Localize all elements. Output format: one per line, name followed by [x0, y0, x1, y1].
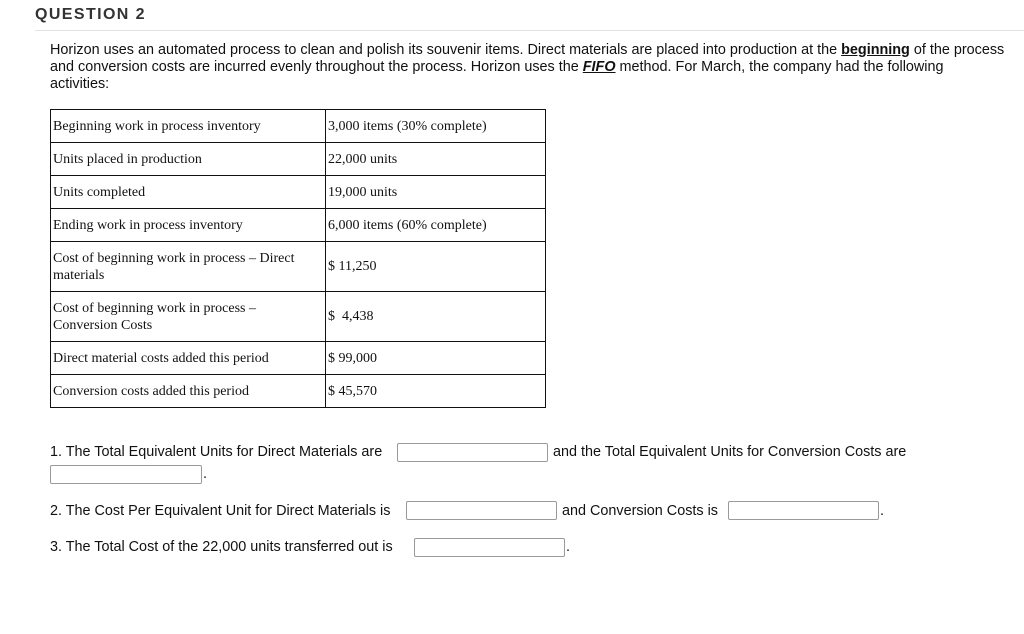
table-cell-value: 3,000 items (30% complete) [326, 110, 546, 143]
question-2-middle: and Conversion Costs is [562, 503, 718, 519]
question-2-period: . [880, 503, 884, 519]
table-row [51, 342, 546, 375]
activity-table [50, 109, 546, 408]
table-cell-value: 19,000 units [326, 176, 546, 209]
table-row [51, 209, 546, 242]
table-cell-label: Units placed in production [51, 143, 326, 176]
question-2-prefix: 2. The Cost Per Equivalent Unit for Direct Materials is [50, 503, 391, 519]
table-cell-label: Conversion costs added this period [51, 375, 326, 408]
table-row [51, 110, 546, 143]
question-3-prefix: 3. The Total Cost of the 22,000 units transferred out is [50, 539, 393, 555]
question-1-period: . [203, 466, 207, 482]
cost-per-eu-dm-input[interactable] [406, 501, 557, 520]
table-cell-label: Beginning work in process inventory [51, 110, 326, 143]
table-cell-value: 22,000 units [326, 143, 546, 176]
table-row [51, 375, 546, 408]
table-row [51, 242, 546, 292]
intro-text-3: method. For March, the company had the following activities: [50, 59, 944, 92]
question-1-middle: and the Total Equivalent Units for Conversion Costs are [553, 444, 907, 460]
question-heading: QUESTION 2 [35, 6, 146, 23]
intro-emphasis-beginning: beginning [841, 42, 910, 58]
table-cell-value: $ 4,438 [326, 292, 546, 342]
cost-per-eu-cc-input[interactable] [728, 501, 879, 520]
intro-text-2: of the process and conversion costs are incurred evenly throughout the process. Horizon uses the [50, 42, 1005, 75]
table-row [51, 292, 546, 342]
table-cell-value: $ 45,570 [326, 375, 546, 408]
table-row [51, 143, 546, 176]
intro-text-1: Horizon uses an automated process to clean and polish its souvenir items. Direct materials are placed into production at the [50, 42, 842, 58]
table-cell-label: Ending work in process inventory [51, 209, 326, 242]
table-row [51, 176, 546, 209]
eu-direct-materials-input[interactable] [397, 443, 548, 462]
table-cell-value: $ 99,000 [326, 342, 546, 375]
table-cell-label: Direct material costs added this period [51, 342, 326, 375]
table-cell-label: Cost of beginning work in process – Conversion Costs [51, 292, 326, 342]
heading-divider [35, 30, 1024, 31]
question-intro [50, 42, 1005, 93]
table-cell-value: 6,000 items (60% complete) [326, 209, 546, 242]
question-3-period: . [566, 539, 570, 555]
intro-emphasis-fifo: FIFO [582, 59, 616, 75]
table-cell-label: Cost of beginning work in process – Direct materials [51, 242, 326, 292]
total-cost-transferred-input[interactable] [414, 538, 565, 557]
eu-conversion-costs-input[interactable] [50, 465, 202, 484]
table-cell-label: Units completed [51, 176, 326, 209]
question-1-prefix: 1. The Total Equivalent Units for Direct Materials are [50, 444, 383, 460]
table-cell-value: $ 11,250 [326, 242, 546, 292]
